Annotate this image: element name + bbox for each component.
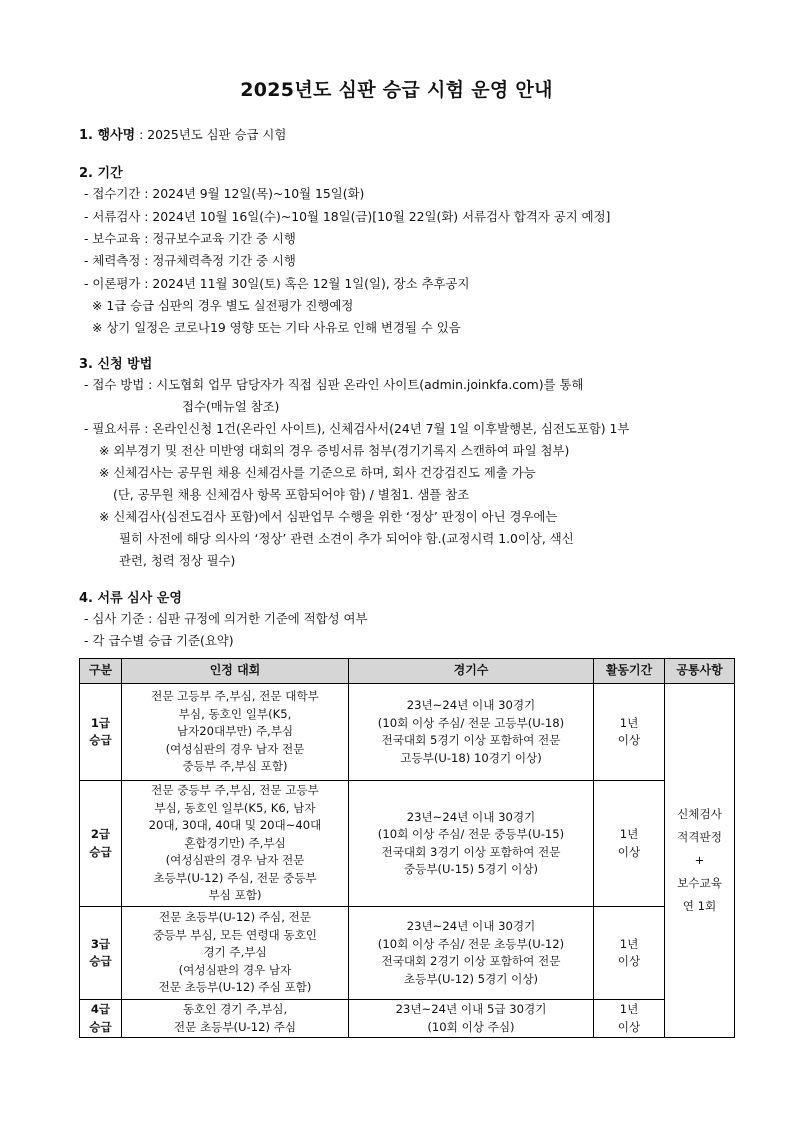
events-line: (여성심판의 경우 남자	[178, 962, 292, 977]
events-line: (여성심판의 경우 남자 전문	[165, 741, 305, 756]
grade-criteria-table	[79, 658, 735, 1038]
common-cell	[665, 684, 735, 1038]
section-2-heading: 2. 기간	[79, 166, 123, 181]
games-cell	[349, 781, 594, 907]
games-cell	[349, 684, 594, 781]
grade-label: 4급	[90, 1002, 111, 1016]
apply-line: - 접수 방법 : 시도협회 업무 담당자가 직접 심판 온라인 사이트(admin.joinkfa.com)를 통해	[84, 377, 584, 392]
apply-note: 필히 사전에 해당 의사의 ‘정상’ 관련 소견이 추가 되어야 함.(교정시력 1.0이상, 색신	[119, 531, 574, 546]
events-line: 부심, 동호인 일부(K5, K6, 남자	[154, 800, 316, 815]
section-3-heading: 3. 신청 방법	[79, 357, 153, 372]
period-note: ※ 상기 일정은 코로나19 영향 또는 기타 사유로 인해 변경될 수 있음	[92, 320, 461, 335]
col-header-grade: 구분	[80, 659, 122, 684]
section-event-name	[79, 126, 286, 145]
period-item: - 체력측정 : 정규체력측정 기간 중 시행	[84, 253, 296, 268]
apply-line: - 필요서류 : 온라인신청 1건(온라인 사이트), 신체검사서(24년 7월 1일 이후발행본, 심전도포함) 1부	[84, 421, 630, 436]
table-row	[80, 907, 735, 1000]
events-line: 20대, 30대, 40대 및 20대~40대	[148, 818, 322, 833]
common-line: 연 1회	[682, 899, 717, 913]
games-line: 초등부(U-12) 5경기 이상)	[403, 971, 539, 986]
games-cell	[349, 1000, 594, 1038]
events-line: 전문 고등부 주,부심, 전문 대학부	[151, 689, 319, 704]
apply-note: ※ 신체검사(심전도검사 포함)에서 심판업무 수행을 위한 ‘정상’ 판정이 아닌 경우에는	[99, 509, 558, 524]
events-line: 전문 초등부(U-12) 주심, 전문	[158, 910, 311, 925]
grade-label: 1급	[90, 715, 111, 730]
events-line: 경기 주,부심	[203, 945, 267, 960]
common-line: 보수교육	[677, 876, 722, 890]
event-name-text: : 2025년도 심판 승급 시험	[135, 127, 287, 142]
period-item: - 이론평가 : 2024년 11월 30일(토) 혹은 12월 1일(일), 장소 추후공지	[84, 276, 470, 291]
review-item: - 심사 기준 : 심판 규정에 의거한 기준에 적합성 여부	[84, 611, 368, 626]
section-1-heading: 1. 행사명	[79, 128, 136, 143]
grade-cell	[80, 907, 122, 1000]
period-line: 1년	[619, 936, 639, 951]
games-line: (10회 이상 주심/ 전문 중등부(U-15)	[377, 827, 565, 841]
table-header-row	[80, 659, 735, 684]
table-row	[80, 1000, 735, 1038]
period-line: 1년	[619, 1002, 639, 1016]
games-line: (10회 이상 주심/ 전문 초등부(U-12)	[377, 936, 565, 951]
events-cell	[122, 1000, 349, 1038]
col-header-period: 활동기간	[594, 659, 665, 684]
events-line: 부심 포함)	[208, 888, 262, 903]
table-row	[80, 781, 735, 907]
col-header-events: 인정 대회	[122, 659, 349, 684]
games-line: (10회 이상 주심/ 전문 고등부(U-18)	[377, 715, 565, 730]
events-line: 동호인 경기 주,부심,	[182, 1002, 288, 1016]
grade-label: 2급	[90, 827, 111, 841]
period-note: ※ 1급 승급 심판의 경우 별도 실전평가 진행예정	[92, 298, 354, 313]
apply-note: ※ 외부경기 및 전산 미반영 대회의 경우 증빙서류 첨부(경기기록지 스캔하여 파일 첨부)	[99, 443, 570, 458]
events-line: 전문 초등부(U-12) 주심 포함)	[158, 980, 312, 995]
grade-label: 승급	[89, 1019, 112, 1034]
common-line: 신체검사	[677, 807, 722, 821]
apply-note: 관련, 청력 정상 필수)	[119, 553, 236, 568]
period-cell	[594, 1000, 665, 1038]
games-line: 23년~24년 이내 30경기	[406, 919, 536, 933]
games-line: 중등부(U-15) 5경기 이상)	[403, 862, 539, 876]
grade-label: 승급	[89, 733, 112, 747]
period-item: - 보수교육 : 정규보수교육 기간 중 시행	[84, 231, 296, 246]
events-cell	[122, 684, 349, 781]
period-line: 이상	[617, 733, 641, 747]
games-line: 전국대회 3경기 이상 포함하여 전문	[381, 844, 561, 859]
common-line: 적격판정	[677, 830, 722, 844]
review-item: - 각 급수별 승급 기준(요약)	[84, 633, 234, 648]
events-line: (여성심판의 경우 남자 전문	[165, 853, 305, 868]
page-title: 2025년도 심판 승급 시험 운영 안내	[240, 79, 553, 101]
games-line: 23년~24년 이내 30경기	[406, 698, 536, 712]
events-line: 중등부 부심, 모든 연령대 동호인	[152, 927, 318, 942]
grade-label: 승급	[89, 844, 112, 859]
period-line: 1년	[619, 715, 639, 730]
events-line: 남자20대부만) 주,부심	[176, 724, 294, 739]
grade-cell	[80, 684, 122, 781]
games-line: (10회 이상 주심)	[427, 1019, 515, 1034]
apply-line: 접수(매뉴얼 참조)	[182, 399, 280, 414]
period-item: - 접수기간 : 2024년 9월 12일(목)~10월 15일(화)	[84, 186, 365, 201]
period-cell	[594, 907, 665, 1000]
table-row	[80, 684, 735, 781]
games-line: 고등부(U-18) 10경기 이상)	[400, 750, 542, 765]
grade-label: 3급	[90, 936, 111, 951]
period-item: - 서류검사 : 2024년 10월 16일(수)~10월 18일(금)[10월 22일(화) 서류검사 합격자 공지 예정]	[84, 209, 611, 224]
events-line: 부심, 동호인 일부(K5,	[178, 706, 292, 721]
games-cell	[349, 907, 594, 1000]
events-line: 혼합경기만) 주,부심	[184, 835, 286, 850]
section-4-heading: 4. 서류 심사 운영	[79, 591, 182, 606]
games-line: 전국대회 5경기 이상 포함하여 전문	[381, 733, 561, 747]
games-line: 전국대회 2경기 이상 포함하여 전문	[381, 954, 561, 968]
grade-cell	[80, 1000, 122, 1038]
period-line: 이상	[617, 1019, 641, 1034]
events-line: 전문 중등부 주,부심, 전문 고등부	[151, 783, 319, 798]
grade-label: 승급	[89, 954, 112, 968]
events-cell	[122, 907, 349, 1000]
events-line: 초등부(U-12) 주심, 전문 중등부	[153, 870, 317, 885]
games-line: 23년~24년 이내 5급 30경기	[395, 1002, 547, 1016]
col-header-common: 공통사항	[665, 659, 735, 684]
col-header-games: 경기수	[349, 659, 594, 684]
period-line: 1년	[619, 827, 639, 841]
grade-cell	[80, 781, 122, 907]
period-line: 이상	[617, 954, 641, 968]
events-cell	[122, 781, 349, 907]
apply-note: (단, 공무원 채용 신체검사 항목 포함되어야 함) / 별첨1. 샘플 참조	[113, 487, 470, 502]
period-line: 이상	[617, 844, 641, 859]
apply-note: ※ 신체검사는 공무원 채용 신체검사를 기준으로 하며, 회사 건강검진도 제출 가능	[99, 465, 536, 480]
events-line: 전문 초등부(U-12) 주심	[173, 1019, 297, 1034]
period-cell	[594, 684, 665, 781]
common-line: +	[694, 853, 705, 867]
games-line: 23년~24년 이내 30경기	[406, 809, 536, 824]
events-line: 중등부 주,부심 포함)	[182, 759, 288, 774]
period-cell	[594, 781, 665, 907]
